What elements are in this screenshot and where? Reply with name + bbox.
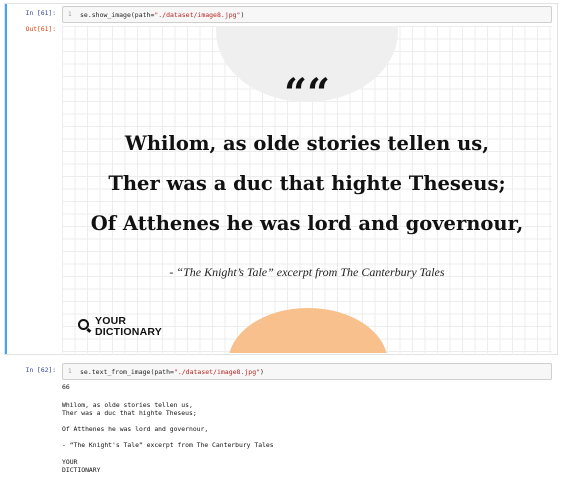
output-image — [62, 26, 552, 353]
logo-q-icon — [78, 319, 89, 330]
code-close: ) — [260, 367, 264, 376]
output-line-3: Ther was a duc that highte Theseus; — [62, 409, 197, 417]
output-line-5: - “The Knight's Tale” excerpt from The Canterbury Tales — [62, 441, 274, 449]
code-input-62[interactable] — [62, 363, 552, 380]
output-prompt-61: Out[61]: — [25, 26, 56, 33]
yourdictionary-logo — [78, 316, 188, 338]
poem-line-1: Whilom, as olde stories tellen us, — [124, 132, 490, 155]
code-string: "./dataset/image8.jpg" — [154, 10, 241, 19]
code-input-61[interactable] — [62, 6, 552, 23]
line-number: 1 — [68, 368, 72, 375]
code-line[interactable] — [80, 368, 264, 376]
attribution: - “The Knight’s Tale” excerpt from The Canterbury Tales — [169, 265, 445, 279]
output-line-1: 66 — [62, 383, 70, 391]
poem-line-2: Ther was a duc that highte Theseus; — [108, 172, 506, 195]
poem-line-3: Of Atthenes he was lord and governour, — [90, 212, 524, 235]
quote-mark-icon: ““ — [283, 70, 330, 117]
code-string: "./dataset/image8.jpg" — [173, 367, 261, 376]
code-close: ) — [240, 10, 245, 19]
output-line-7: DICTIONARY — [62, 466, 101, 474]
output-line-6: YOUR — [62, 458, 78, 466]
logo-text-bottom: DICTIONARY — [95, 326, 162, 338]
output-line-4: Of Atthenes he was lord and governour, — [62, 425, 209, 433]
output-line-2: Whilom, as olde stories tellen us, — [62, 401, 193, 409]
logo-text-top: YOUR — [95, 315, 127, 327]
code-line[interactable] — [80, 11, 244, 19]
code-call: se.text_from_image(path= — [80, 367, 174, 376]
line-number: 1 — [68, 11, 72, 18]
code-call: se.show_image(path= — [80, 10, 155, 19]
input-prompt-62: In [62]: — [25, 367, 56, 374]
input-prompt-61: In [61]: — [25, 10, 56, 17]
bottom-circle-decoration — [228, 308, 388, 353]
